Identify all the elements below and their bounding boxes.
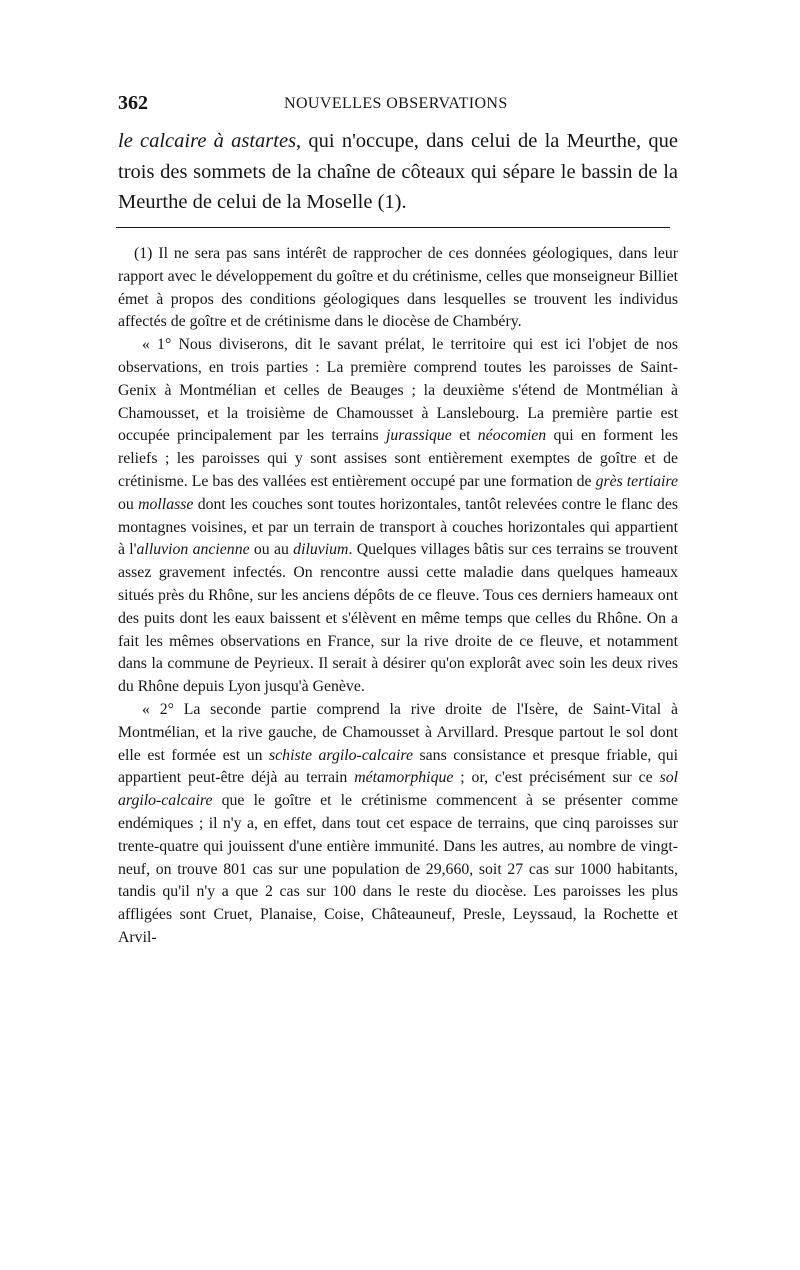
text-run: « 1° Nous diviserons, dit le savant prélat, le territoire qui est ici l'objet de nos observations, en trois parties : La première comprend toutes les paroisses de Saint-Genix à Montmélian et celles de Beauges ; la deuxième s'étend de Montmélian à Chamousset, et la troisième de Chamousset à Lanslebourg. La première partie est occupée principalement par les terrains (118, 336, 678, 445)
text-run: que le goître et le crétinisme commencent à se présenter comme endémiques ; il n'y a, en effet, dans tout cet espace de terrains, que cinq paroisses sur trente-quatre qui jouissent d'une entière immunité. Dans les autres, au nombre de vingt-neuf, on trouve 801 cas sur une population de 29,660, soit 27 cas sur 1000 habitants, tandis qu'il n'y a que 2 cas sur 100 dans le reste du diocèse. Les paroisses les plus affligées sont Cruet, Planaise, Coise, Châteauneuf, Presle, Leyssaud, la Rochette et Arvil- (118, 792, 678, 946)
italic-term: alluvion ancienne (136, 541, 250, 559)
italic-term: métamorphique (354, 769, 454, 787)
text-run: . Quelques villages bâtis sur ces terrains se trouvent assez gravement infectés. On rencontre aussi cette maladie dans quelques hameaux situés près du Rhône, sur les anciens dépôts de ce fleuve. Tous ces derniers hameaux ont des puits dont les eaux baissent et s'élèvent en même temps que celles du Rhône. On a fait les mêmes observations en France, sur la rive droite de ce fleuve, et notamment dans la commune de Peyrieux. Il serait à désirer qu'on explorât avec soin les deux rives du Rhône depuis Lyon jusqu'à Genève. (118, 541, 678, 696)
italic-term: mollasse (138, 495, 194, 513)
italic-term: jurassique (385, 427, 452, 445)
italic-term: schiste argilo-calcaire (269, 746, 413, 764)
main-paragraph (118, 126, 678, 218)
italic-term: sol argilo-calcaire (118, 769, 678, 810)
italic-term: le calcaire à astartes (118, 130, 297, 152)
text-run: sans consistance et presque friable, qui appartient peut-être déjà au terrain (118, 746, 678, 787)
footnote-separator-rule (116, 227, 670, 228)
page-number: 362 (118, 92, 148, 114)
text-run: ou (118, 495, 139, 513)
text-run: , qui n'occupe, dans celui de la Meurthe, que trois des sommets de la chaîne de côteaux qui sépare le bassin de la Meurthe de celui de la Moselle (1). (118, 130, 678, 213)
running-title: NOUVELLES OBSERVATIONS (284, 95, 508, 112)
main-text (118, 126, 678, 218)
italic-term: grès tertiaire (595, 472, 678, 490)
footnote-paragraph-3 (118, 699, 678, 950)
text-run: ; or, c'est précisément sur ce (453, 769, 660, 787)
page-header (118, 92, 678, 124)
text-run: (1) Il ne sera pas sans intérêt de rapprocher de ces données géologiques, dans leur rapport avec le développement du goître et du crétinisme, celles que monseigneur Billiet émet à propos des conditions géologiques dans lesquelles se trouvent les individus affectés de goître et de crétinisme dans le diocèse de Chambéry. (118, 245, 678, 331)
footnote-paragraph-2 (118, 334, 678, 699)
italic-term: diluvium (293, 541, 349, 559)
text-run: dont les couches sont toutes horizontales, tantôt relevées contre le flanc des montagnes voisines, et par un terrain de transport à couches horizontales qui appartient à l' (118, 495, 678, 559)
text-run: qui en forment les reliefs ; les paroisses qui y sont assises sont entièrement exemptes de goître et de crétinisme. Le bas des vallées est entièrement occupé par une formation de (118, 427, 678, 490)
text-run: et (451, 427, 478, 445)
italic-term: néocomien (477, 427, 547, 445)
footnote-paragraph-1 (118, 243, 678, 334)
footnote (118, 243, 678, 950)
text-run: « 2° La seconde partie comprend la rive droite de l'Isère, de Saint-Vital à Montmélian, et la rive gauche, de Chamousset à Arvillard. Presque partout le sol dont elle est formée est un (118, 700, 678, 764)
text-run: ou au (249, 541, 294, 559)
